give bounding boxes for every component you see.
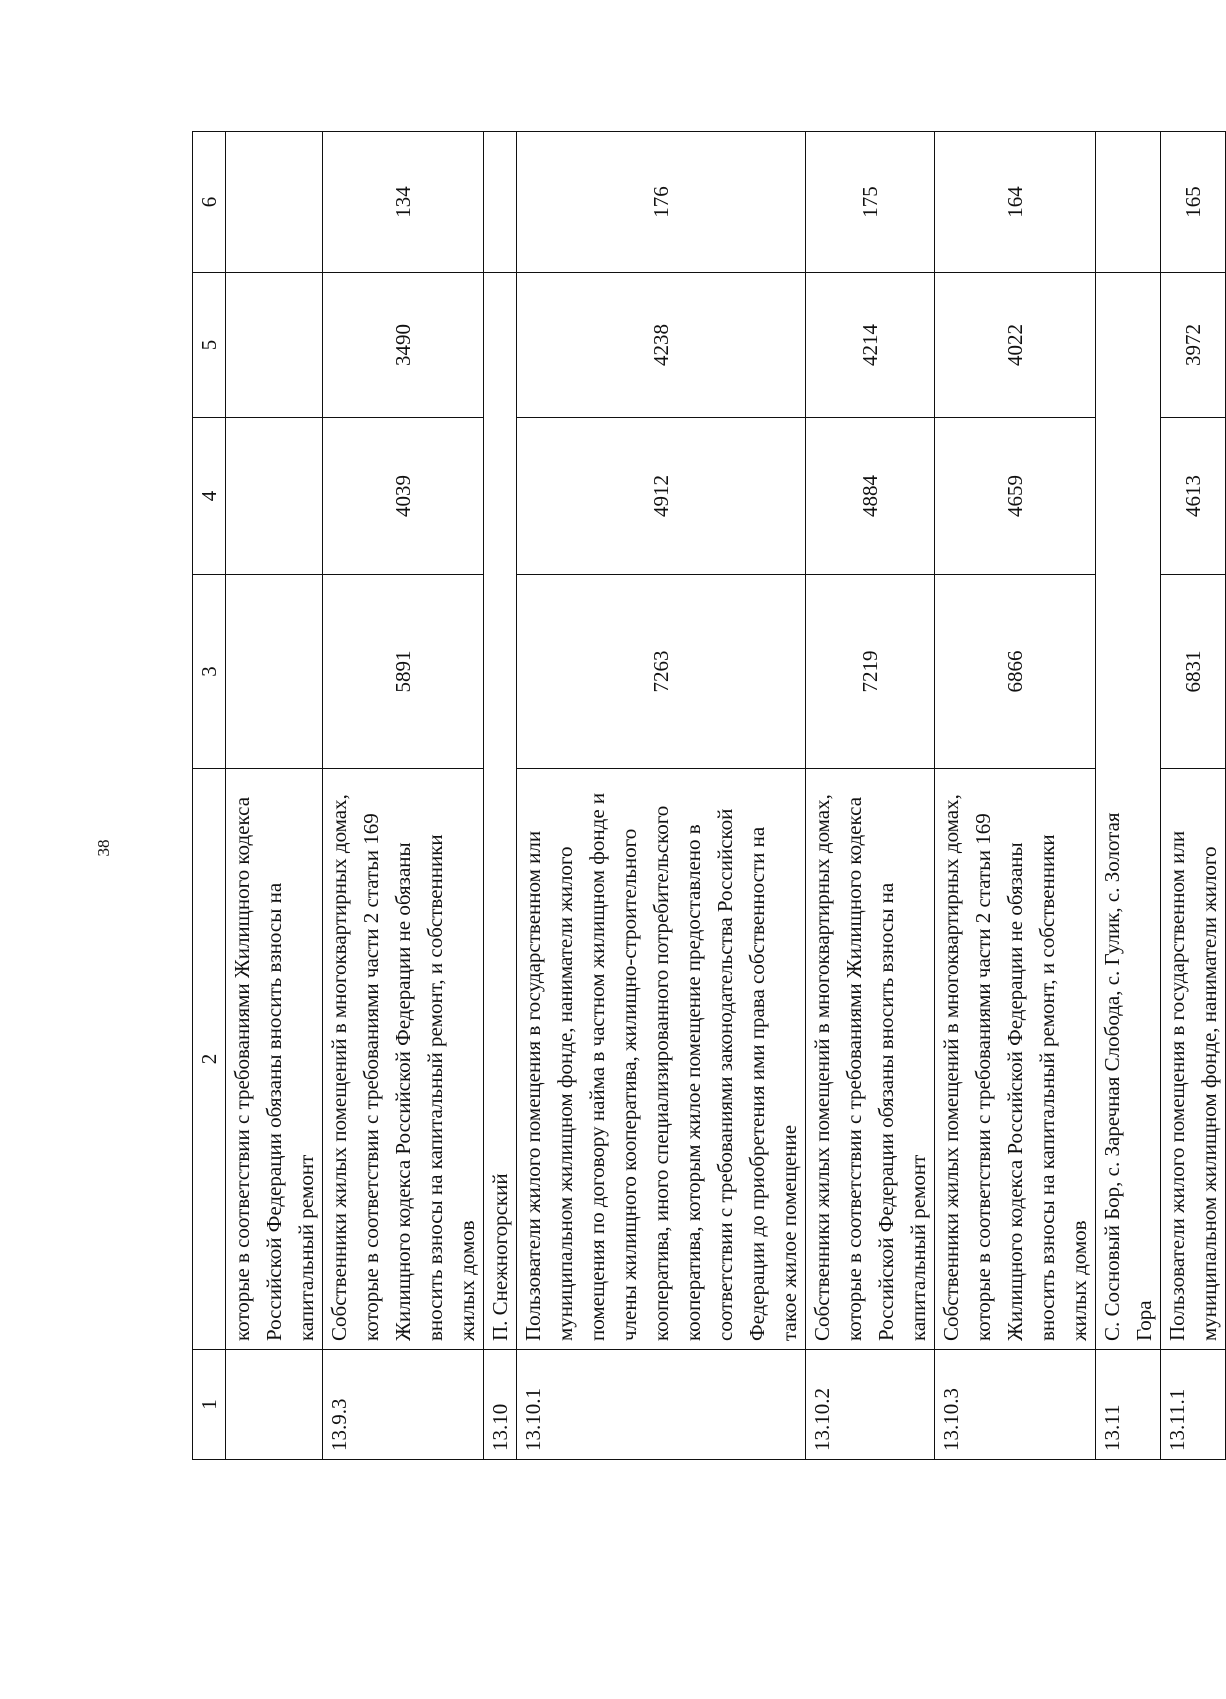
row-description: которые в соответствии с требованиями Жилищного кодекса Российской Федерации обязаны вносить взносы на капитальный ремонт (226, 769, 323, 1350)
row-code: 13.10.2 (806, 1350, 935, 1460)
row-value-col5: 4214 (806, 273, 935, 418)
table-row (517, 132, 806, 1460)
row-value-col6: 175 (806, 132, 935, 273)
table-row (323, 132, 484, 1460)
table-row (935, 132, 1096, 1460)
table-row (1096, 132, 1161, 1460)
row-description: С. Сосновый Бор, с. Заречная Слобода, с. Гулик, с. Золотая Гора (1096, 769, 1161, 1350)
row-code: 13.11.1 (1161, 1350, 1226, 1460)
header-cell-4: 4 (193, 418, 226, 575)
row-value-col5: 4238 (517, 273, 806, 418)
row-value-col6: 164 (935, 132, 1096, 273)
row-code: 13.10.3 (935, 1350, 1096, 1460)
row-description: П. Снежногорский (484, 769, 517, 1350)
row-value-col4 (1096, 418, 1161, 575)
row-value-col5 (226, 273, 323, 418)
table-row (806, 132, 935, 1460)
row-value-col6 (484, 132, 517, 273)
table-row (484, 132, 517, 1460)
row-value-col4: 4039 (323, 418, 484, 575)
row-value-col4: 4613 (1161, 418, 1226, 575)
header-cell-1: 1 (193, 1350, 226, 1460)
row-value-col5 (484, 273, 517, 418)
header-cell-5: 5 (193, 273, 226, 418)
header-row (193, 132, 226, 1460)
page-number: 38 (94, 839, 113, 857)
table-row (1161, 132, 1226, 1460)
row-value-col6 (1096, 132, 1161, 273)
header-cell-3: 3 (193, 575, 226, 769)
row-value-col4: 4884 (806, 418, 935, 575)
row-code (226, 1350, 323, 1460)
row-value-col5: 3490 (323, 273, 484, 418)
header-cell-6: 6 (193, 132, 226, 273)
row-value-col3 (1096, 575, 1161, 769)
row-value-col6: 165 (1161, 132, 1226, 273)
row-value-col3 (484, 575, 517, 769)
row-code: 13.10.1 (517, 1350, 806, 1460)
row-value-col3: 5891 (323, 575, 484, 769)
row-value-col4: 4912 (517, 418, 806, 575)
row-value-col3: 6866 (935, 575, 1096, 769)
row-value-col3: 6831 (1161, 575, 1226, 769)
row-value-col4: 4659 (935, 418, 1096, 575)
row-description: Собственники жилых помещений в многоквартирных домах, которые в соответствии с требованиями Жилищного кодекса Российской Федерации обязаны вносить взносы на капитальный ремонт (806, 769, 935, 1350)
rotated-table-container (192, 132, 1221, 1460)
row-code: 13.9.3 (323, 1350, 484, 1460)
row-value-col6: 176 (517, 132, 806, 273)
row-description: Пользователи жилого помещения в государственном или муниципальном жилищном фонде, наниматели жилого (1161, 769, 1226, 1350)
row-value-col5 (1096, 273, 1161, 418)
row-value-col4 (484, 418, 517, 575)
header-cell-2: 2 (193, 769, 226, 1350)
row-value-col3: 7219 (806, 575, 935, 769)
row-value-col5: 3972 (1161, 273, 1226, 418)
row-value-col5: 4022 (935, 273, 1096, 418)
tariff-table (192, 131, 1226, 1460)
row-code: 13.11 (1096, 1350, 1161, 1460)
row-value-col4 (226, 418, 323, 575)
row-value-col6: 134 (323, 132, 484, 273)
row-description: Пользователи жилого помещения в государственном или муниципальном жилищном фонде, наниматели жилого помещения по договору найма в частном жилищном фонде и члены жилищного кооператива, жилищно-строительного кооператива, иного специализированного потребительского кооператива, которым жилое помещение предоставлено в соответствии с требованиями законодательства Российской Федерации до приобретения ими права собственности на такое жилое помещение (517, 769, 806, 1350)
table-row (226, 132, 323, 1460)
row-value-col3 (226, 575, 323, 769)
row-description: Собственники жилых помещений в многоквартирных домах, которые в соответствии с требованиями части 2 статьи 169 Жилищного кодекса Российской Федерации не обязаны вносить взносы на капитальный ремонт, и собственники жилых домов (935, 769, 1096, 1350)
row-code: 13.10 (484, 1350, 517, 1460)
row-value-col3: 7263 (517, 575, 806, 769)
row-value-col6 (226, 132, 323, 273)
row-description: Собственники жилых помещений в многоквартирных домах, которые в соответствии с требованиями части 2 статьи 169 Жилищного кодекса Российской Федерации не обязаны вносить взносы на капитальный ремонт, и собственники жилых домов (323, 769, 484, 1350)
